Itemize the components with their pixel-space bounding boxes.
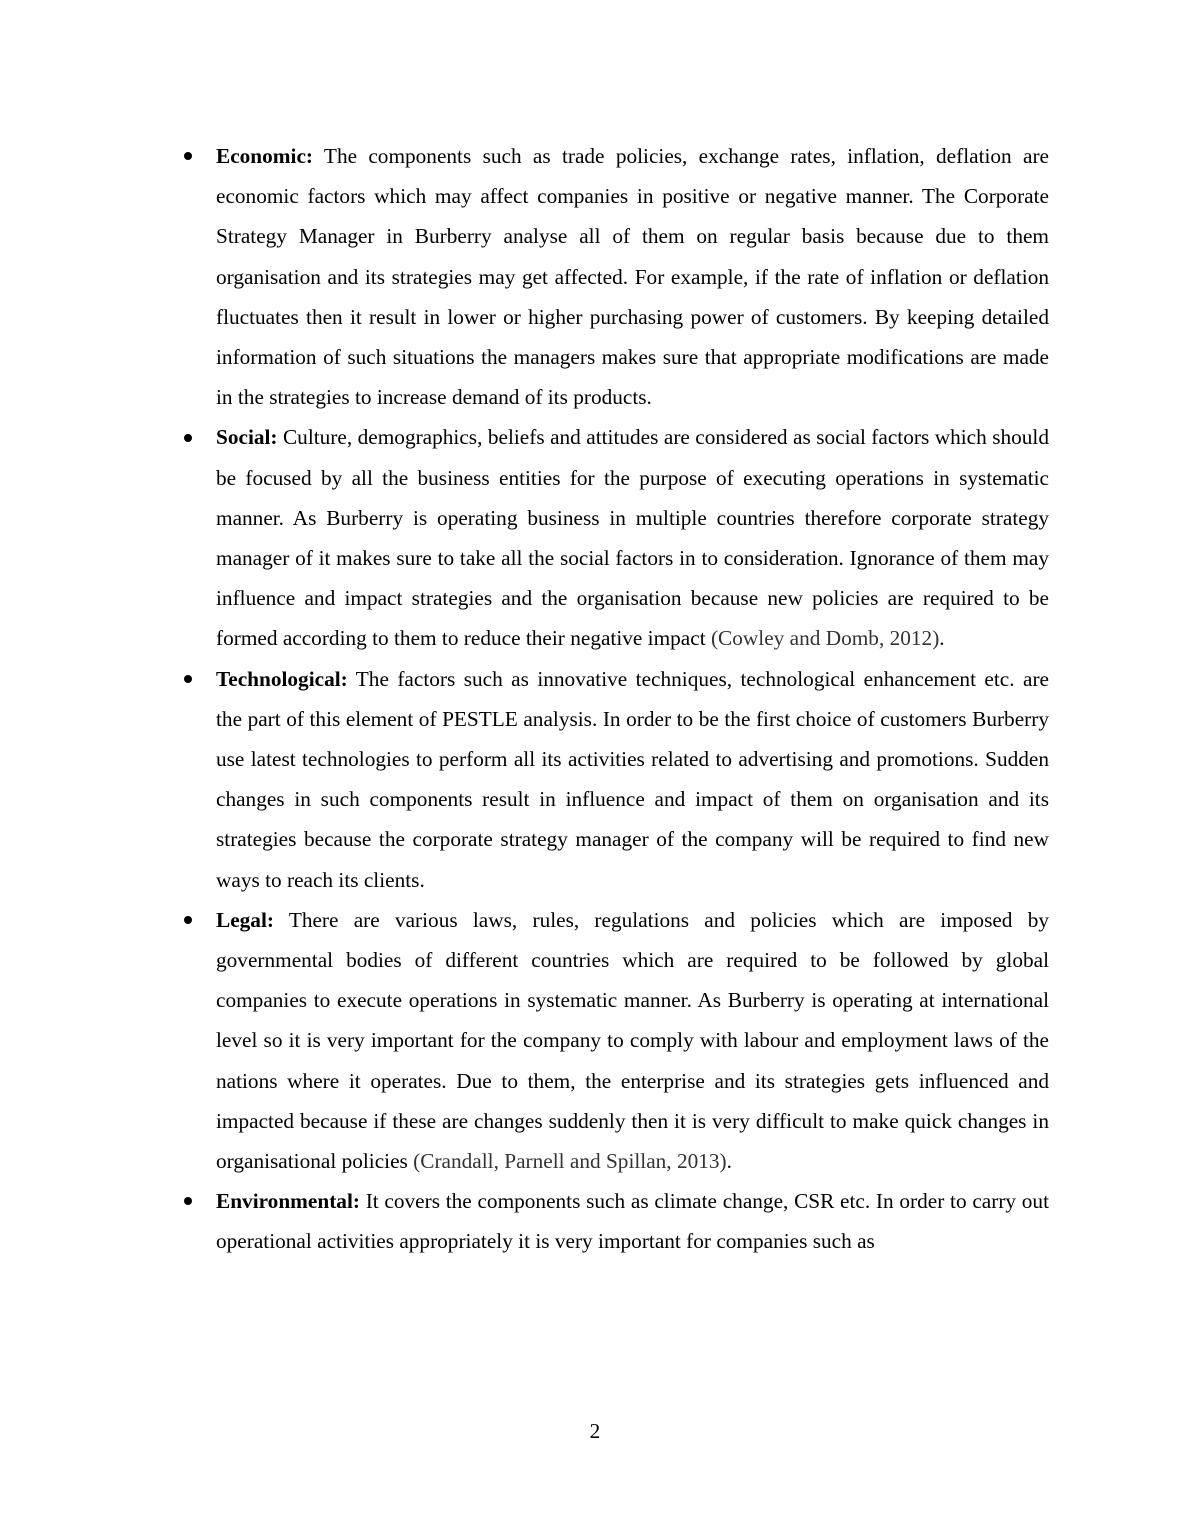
factor-description: There are various laws, rules, regulations and policies which are imposed by governmental bodies of different countries which are required to be followed by global companies to execute operations in systematic manner. As Burberry is operating at international level so it is very important for the company to comply with labour and employment laws of the nations where it operates. Due to them, the enterprise and its strategies gets influenced and impacted because if these are changes suddenly then it is very difficult to make quick changes in organisational policies — [216, 907, 1049, 1174]
bullet-icon — [178, 136, 198, 176]
factor-description: It covers the components such as climate change, CSR etc. In order to carry out operational activities appropriately it is very important for companies such as — [216, 1189, 1049, 1254]
sentence-end: . — [726, 1149, 732, 1174]
bullet-icon — [178, 900, 198, 940]
list-item-legal — [216, 900, 1049, 1181]
factor-term: Environmental: — [216, 1189, 360, 1214]
factor-description: The components such as trade policies, exchange rates, inflation, deflation are economic factors which may affect companies in positive or negative manner. The Corporate Strategy Manager in Burberry analyse all of them on regular basis because due to them organisation and its strategies may get affected. For example, if the rate of inflation or deflation fluctuates then it result in lower or higher purchasing power of customers. By keeping detailed information of such situations the managers makes sure that appropriate modifications are made in the strategies to increase demand of its products. — [216, 144, 1049, 410]
factor-term: Economic: — [216, 144, 314, 168]
bullet-icon — [178, 659, 198, 699]
page-number: 2 — [589, 1419, 601, 1443]
pestle-factor-list — [216, 136, 1049, 1262]
factor-term: Social: — [216, 425, 278, 450]
bullet-icon — [178, 417, 198, 457]
factor-term: Technological: — [216, 666, 348, 691]
factor-description: The factors such as innovative techniques, technological enhancement etc. are the part of this element of PESTLE analysis. In order to be the first choice of customers Burberry use latest technologies to perform all its activities related to advertising and promotions. Sudden changes in such components result in influence and impact of them on organisation and its strategies because the corporate strategy manager of the company will be required to find new ways to reach its clients. — [216, 666, 1049, 892]
list-item-economic — [216, 136, 1049, 417]
sentence-end: . — [939, 626, 945, 651]
list-item-technological — [216, 659, 1049, 900]
factor-term: Legal: — [216, 907, 274, 932]
list-item-social — [216, 417, 1049, 658]
factor-description: Culture, demographics, beliefs and attitudes are considered as social factors which should be focused by all the business entities for the purpose of executing operations in systematic manner. As Burberry is operating business in multiple countries therefore corporate strategy manager of it makes sure to take all the social factors in to consideration. Ignorance of them may influence and impact strategies and the organisation because new policies are required to be formed according to them to reduce their negative impact — [216, 425, 1049, 651]
list-item-environmental — [216, 1181, 1049, 1261]
bullet-icon — [178, 1181, 198, 1221]
citation: (Cowley and Domb, 2012) — [710, 626, 940, 651]
citation: (Crandall, Parnell and Spillan, 2013) — [413, 1149, 727, 1174]
page-body — [216, 136, 1049, 1262]
